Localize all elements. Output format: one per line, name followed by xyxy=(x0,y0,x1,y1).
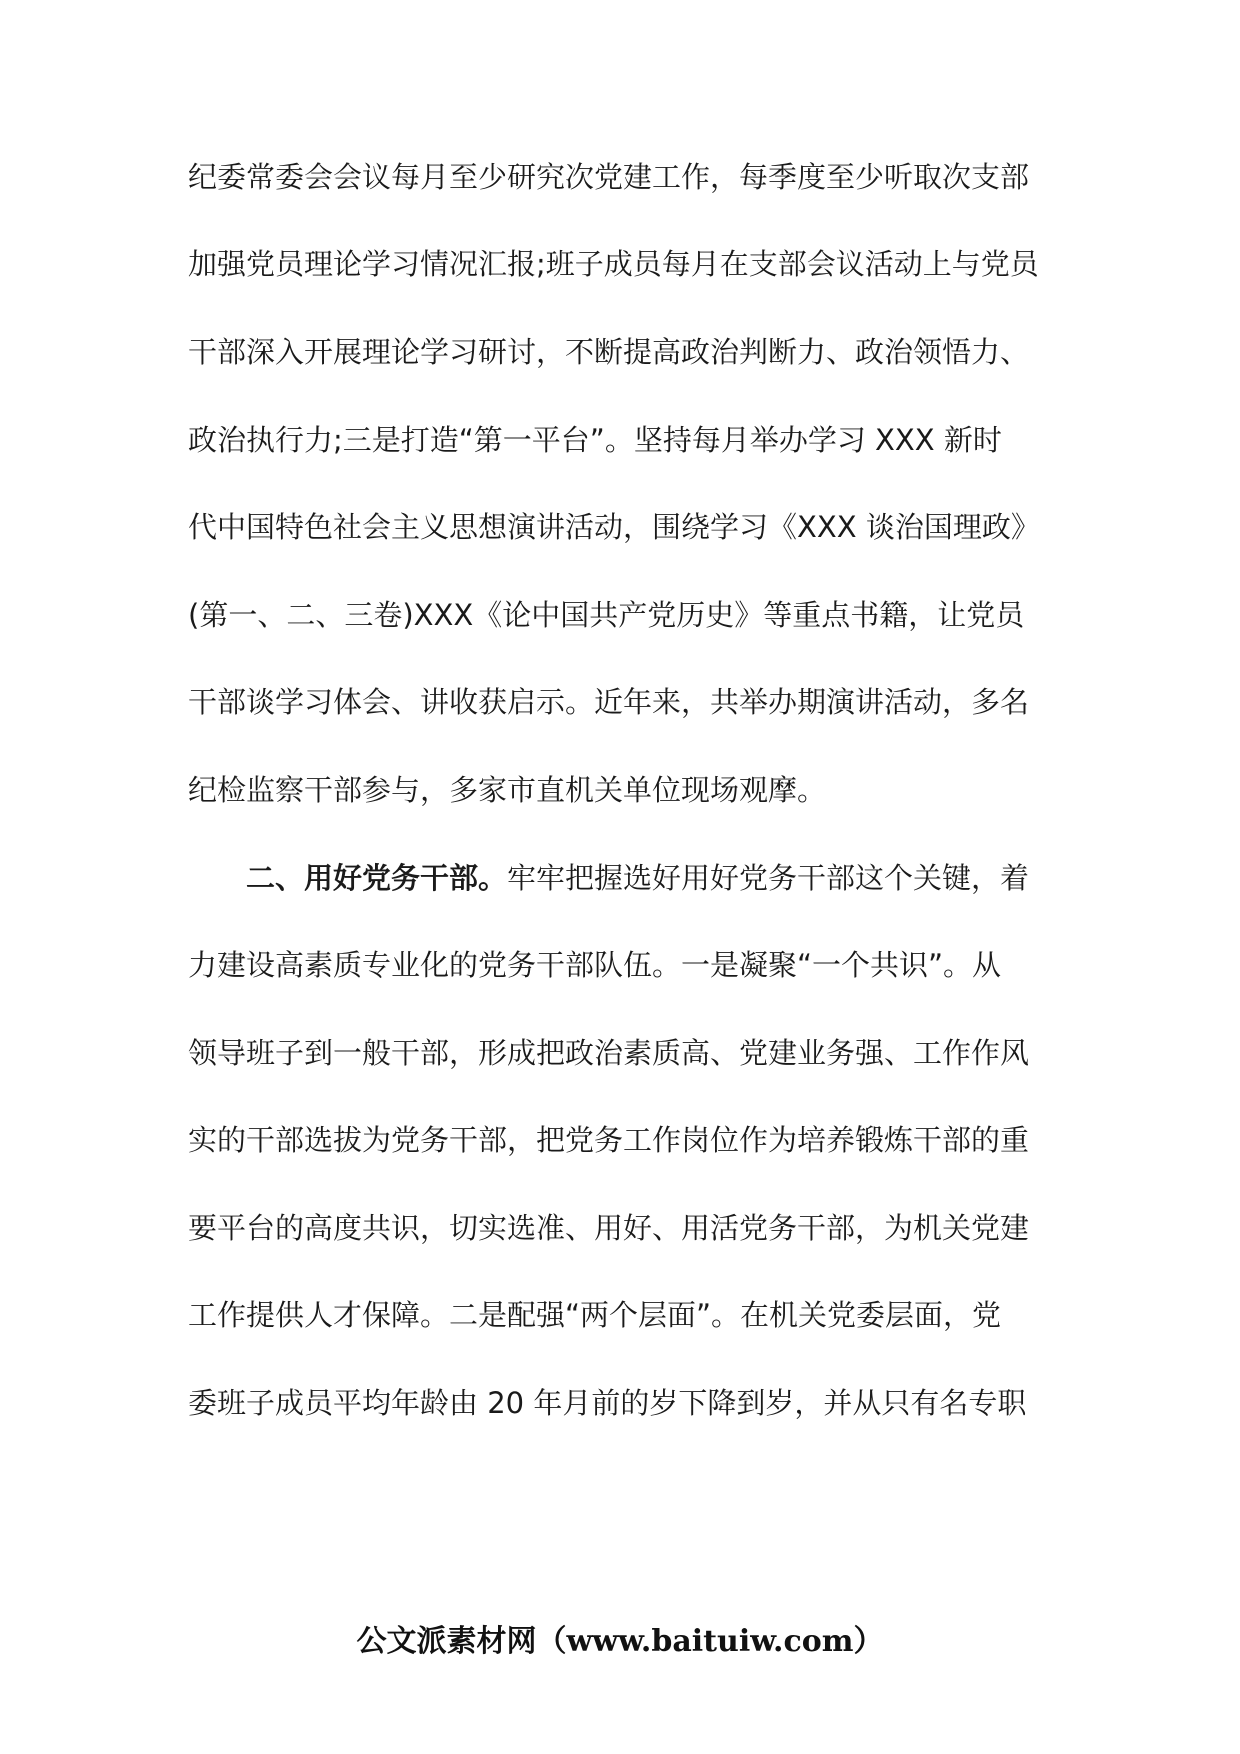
body-text-line: 政治执行力;三是打造“第一平台”。坚持每月举办学习 XXX 新时 xyxy=(188,423,1002,457)
body-text-line: (第一、二、三卷)XXX《论中国共产党历史》等重点书籍，让党员 xyxy=(188,598,1025,632)
body-text-line: 力建设高素质专业化的党务干部队伍。一是凝聚“一个共识”。从 xyxy=(188,948,1002,982)
body-text-line: 委班子成员平均年龄由 20 年月前的岁下降到岁，并从只有名专职 xyxy=(188,1386,1027,1420)
footer-watermark: 公文派素材网（www.baituiw.com） xyxy=(356,1624,884,1659)
body-text-line: 纪委常委会会议每月至少研究次党建工作，每季度至少听取次支部 xyxy=(188,160,1030,194)
body-text-line: 领导班子到一般干部，形成把政治素质高、党建业务强、工作作风 xyxy=(188,1036,1030,1070)
body-text-line: 加强党员理论学习情况汇报;班子成员每月在支部会议活动上与党员 xyxy=(188,247,1039,281)
section-2-heading: 二、用好党务干部。 xyxy=(246,861,508,895)
body-text-line: 纪检监察干部参与，多家市直机关单位现场观摩。 xyxy=(188,773,827,807)
body-text-line: 工作提供人才保障。二是配强“两个层面”。在机关党委层面，党 xyxy=(188,1298,1002,1332)
section-2-text: 牢牢把握选好用好党务干部这个关键，着 xyxy=(507,861,1030,895)
body-text-line: 要平台的高度共识，切实选准、用好、用活党务干部，为机关党建 xyxy=(188,1211,1030,1245)
body-text-line: 代中国特色社会主义思想演讲活动，围绕学习《XXX 谈治国理政》 xyxy=(188,510,1040,544)
section-2-first-line xyxy=(246,858,1126,898)
body-text-line: 实的干部选拔为党务干部，把党务工作岗位作为培养锻炼干部的重 xyxy=(188,1123,1030,1157)
body-text-line: 干部谈学习体会、讲收获启示。近年来，共举办期演讲活动，多名 xyxy=(188,685,1030,719)
body-text-line: 干部深入开展理论学习研讨，不断提高政治判断力、政治领悟力、 xyxy=(188,335,1030,369)
